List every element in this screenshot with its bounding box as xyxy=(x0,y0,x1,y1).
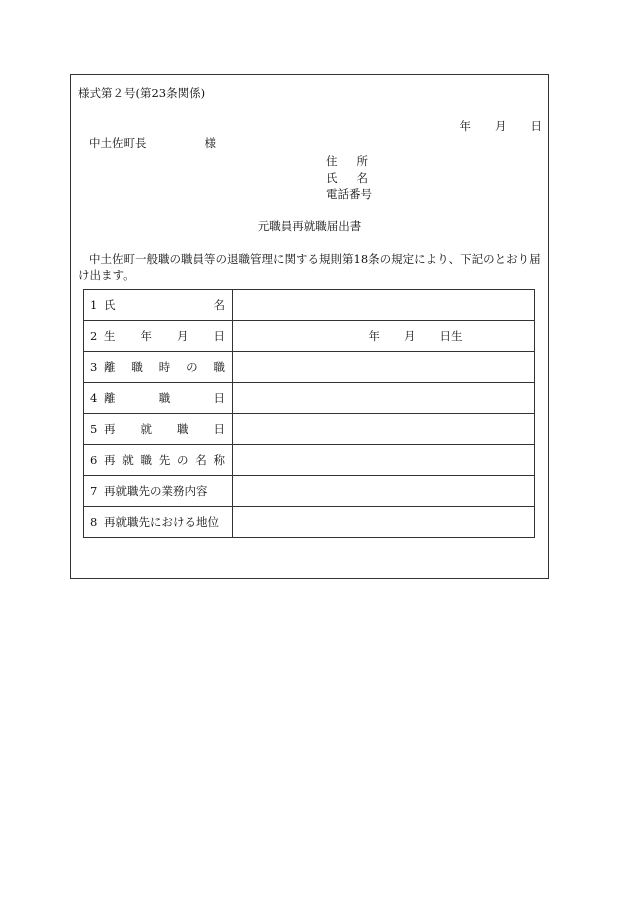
item-number: 8 xyxy=(90,515,98,529)
form-number: 様式第２号(第23条関係) xyxy=(78,86,206,100)
birth-date-suffix: 年 月 日生 xyxy=(368,329,463,343)
item-value-name[interactable] xyxy=(233,290,535,321)
table-row xyxy=(84,507,535,538)
item-number: 4 xyxy=(90,391,98,405)
document-title: 元職員再就職届出書 xyxy=(257,219,362,233)
form-frame xyxy=(70,74,549,579)
body-text: 中土佐町一般職の職員等の退職管理に関する規則第18条の規定により、下記のとおり届け出ます。 xyxy=(78,252,541,282)
item-label-employer-business: 再就職先の業務内容 xyxy=(104,484,208,498)
date-day: 日 xyxy=(530,119,542,133)
item-value-position-at-retirement[interactable] xyxy=(233,352,535,383)
item-label-position-at-retirement: 離 職 時 の 職 xyxy=(104,360,225,374)
item-label-employer-position: 再就職先における地位 xyxy=(104,515,219,529)
item-value-employer-business[interactable] xyxy=(233,476,535,507)
item-number: 7 xyxy=(90,484,98,498)
item-number: 3 xyxy=(90,360,98,374)
table-row xyxy=(84,476,535,507)
item-label-name: 氏 名 xyxy=(104,298,225,312)
addressee xyxy=(89,135,216,151)
table-row xyxy=(84,352,535,383)
item-value-employer-position[interactable] xyxy=(233,507,535,538)
table-row xyxy=(84,414,535,445)
table-row xyxy=(84,383,535,414)
item-number: 5 xyxy=(90,422,98,436)
item-value-retirement-date[interactable] xyxy=(233,383,535,414)
date-line xyxy=(460,118,543,134)
table-row xyxy=(84,290,535,321)
table-row xyxy=(84,445,535,476)
item-label-retirement-date: 離 職 日 xyxy=(104,391,225,405)
item-value-employer-name[interactable] xyxy=(233,445,535,476)
date-month: 月 xyxy=(495,119,507,133)
name-label: 氏名 xyxy=(326,170,387,185)
date-year: 年 xyxy=(459,119,471,133)
item-label-reemployment-date: 再 就 職 日 xyxy=(104,422,225,436)
item-number: 2 xyxy=(90,329,98,343)
item-label-employer-name: 再 就 職 先 の 名 称 xyxy=(104,453,225,467)
item-label-birth-date: 生 年 月 日 xyxy=(104,329,225,343)
item-value-reemployment-date[interactable] xyxy=(233,414,535,445)
phone-label: 電話番号 xyxy=(326,187,372,201)
table-row xyxy=(84,321,535,352)
item-number: 1 xyxy=(90,298,98,312)
item-number: 6 xyxy=(90,453,98,467)
addressee-honorific: 様 xyxy=(204,136,216,150)
addressee-name: 中土佐町長 xyxy=(89,136,147,150)
address-label: 住所 xyxy=(326,154,387,168)
item-value-birth-date[interactable] xyxy=(233,321,535,352)
items-table xyxy=(83,289,535,538)
applicant-block xyxy=(326,153,387,203)
